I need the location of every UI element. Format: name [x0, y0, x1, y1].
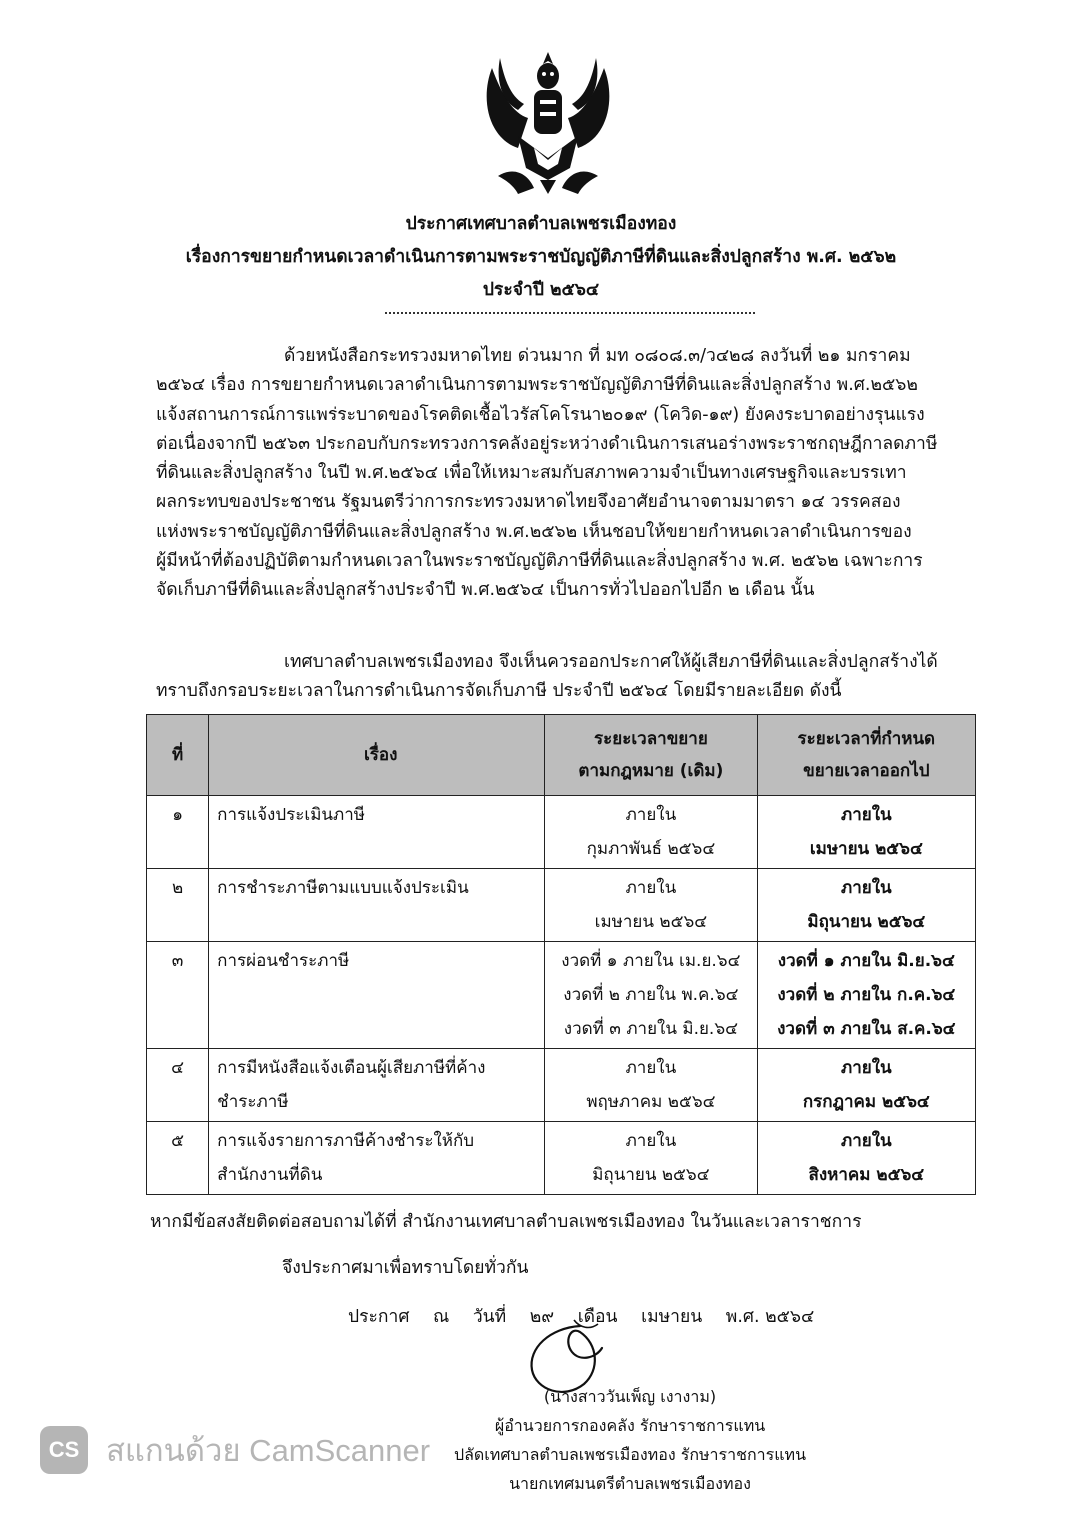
date-part: พ.ศ. ๒๕๖๔ [725, 1307, 815, 1327]
paragraph-line: ผู้มีหน้าที่ต้องปฏิบัติตามกำหนดเวลาในพระราชบัญญัติภาษีที่ดินและสิ่งปลูกสร้าง พ.ศ. ๒๕๖๒ เฉพาะการ [156, 551, 923, 572]
original-line: ภายใน [625, 1131, 677, 1151]
header-subject: เรื่อง [209, 715, 545, 796]
row-original [545, 869, 757, 942]
extended-line: ภายใน [840, 878, 892, 898]
paragraph-line: ที่ดินและสิ่งปลูกสร้าง ในปี พ.ศ.๒๕๖๔ เพื่อให้เหมาะสมกับสภาพความจำเป็นทางเศรษฐกิจและบรรเทา [156, 463, 907, 484]
extended-line: งวดที่ ๓ ภายใน ส.ค.๖๔ [777, 1019, 956, 1039]
subject-line: การผ่อนชำระภาษี [217, 951, 350, 971]
extended-line: กรกฎาคม ๒๕๖๔ [802, 1092, 930, 1112]
row-extended [757, 796, 975, 869]
subject-line: การมีหนังสือแจ้งเตือนผู้เสียภาษีที่ค้าง [217, 1058, 486, 1078]
paragraph-line: แห่งพระราชบัญญัติภาษีที่ดินและสิ่งปลูกสร้าง พ.ศ.๒๕๖๒ เห็นชอบให้ขยายกำหนดเวลาดำเนินการของ [156, 521, 912, 542]
subject-line: สำนักงานที่ดิน [217, 1165, 323, 1185]
paragraph-line: จัดเก็บภาษีที่ดินและสิ่งปลูกสร้างประจำปี พ.ศ.๒๕๖๔ เป็นการทั่วไปออกไปอีก ๒ เดือน นั้น [156, 580, 815, 601]
extended-line: สิงหาคม ๒๕๖๔ [808, 1165, 925, 1185]
original-line: เมษายน ๒๕๖๔ [594, 912, 708, 932]
row-extended [757, 1049, 975, 1122]
row-subject [209, 1122, 545, 1195]
paragraph-announcement [156, 648, 986, 707]
date-part: เดือน [577, 1307, 618, 1327]
row-number: ๕ [147, 1122, 209, 1195]
subject-line: การชำระภาษีตามแบบแจ้งประเมิน [217, 878, 469, 898]
table-row [147, 942, 976, 1049]
announcement-year: ประจำปี ๒๕๖๔ [482, 280, 600, 300]
date-part: ประกาศ [348, 1307, 410, 1327]
schedule-table [146, 714, 976, 1195]
announcement-title: ประกาศเทศบาลตำบลเพชรเมืองทอง [405, 214, 677, 234]
date-part: ณ [433, 1307, 450, 1327]
header-no: ที่ [147, 715, 209, 796]
extended-line: งวดที่ ๒ ภายใน ก.ค.๖๔ [777, 985, 956, 1005]
table-row [147, 1122, 976, 1195]
camscanner-logo-icon: CS [40, 1426, 88, 1474]
original-line: งวดที่ ๓ ภายใน มิ.ย.๖๔ [563, 1019, 738, 1039]
row-subject [209, 796, 545, 869]
paragraph-line: ๒๕๖๔ เรื่อง การขยายกำหนดเวลาดำเนินการตามพระราชบัญญัติภาษีที่ดินและสิ่งปลูกสร้าง พ.ศ.๒๕๖๒ [156, 375, 918, 396]
header-line: ตามกฎหมาย (เดิม) [578, 761, 724, 781]
header-line: ระยะเวลาที่กำหนด [797, 729, 936, 749]
header-line: ขยายเวลาออกไป [803, 761, 930, 781]
header-extended-period [757, 715, 975, 796]
original-line: กุมภาพันธ์ ๒๕๖๔ [586, 839, 716, 859]
signer-name: (นางสาววันเพ็ญ เงางาม) [543, 1387, 717, 1406]
original-line: ภายใน [625, 878, 677, 898]
original-line: พฤษภาคม ๒๕๖๔ [586, 1092, 716, 1112]
table-row [147, 869, 976, 942]
extended-line: ภายใน [840, 805, 892, 825]
row-subject [209, 942, 545, 1049]
date-part: วันที่ [472, 1307, 507, 1327]
subject-line: ชำระภาษี [217, 1092, 289, 1112]
paragraph-line: ต่อเนื่องจากปี ๒๕๖๓ ประกอบกับกระทรวงการคลังอยู่ระหว่างดำเนินการเสนอร่างพระราชกฤษฎีกาลดภาษี [156, 433, 938, 454]
subject-line: การแจ้งประเมินภาษี [217, 805, 366, 825]
date-part: ๒๙ [529, 1307, 555, 1327]
original-line: มิถุนายน ๒๕๖๔ [592, 1165, 710, 1185]
row-extended [757, 1122, 975, 1195]
signature-block [380, 1382, 880, 1498]
subject-line: การแจ้งรายการภาษีค้างชำระให้กับ [217, 1131, 475, 1151]
extended-line: เมษายน ๒๕๖๔ [809, 839, 923, 859]
header-line: ระยะเวลาขยาย [594, 729, 708, 749]
original-line: งวดที่ ๒ ภายใน พ.ค.๖๔ [563, 985, 739, 1005]
original-line: งวดที่ ๑ ภายใน เม.ย.๖๔ [561, 951, 741, 971]
announcement-heading [0, 208, 1082, 307]
row-subject [209, 1049, 545, 1122]
extended-line: ภายใน [840, 1058, 892, 1078]
row-original [545, 796, 757, 869]
row-original [545, 1049, 757, 1122]
row-original [545, 942, 757, 1049]
watermark-text: สแกนด้วย CamScanner [106, 1433, 431, 1468]
extended-line: งวดที่ ๑ ภายใน มิ.ย.๖๔ [777, 951, 955, 971]
row-number: ๑ [147, 796, 209, 869]
row-number: ๔ [147, 1049, 209, 1122]
paragraph-line: ทราบถึงกรอบระยะเวลาในการดำเนินการจัดเก็บภาษี ประจำปี ๒๕๖๔ โดยมีรายละเอียด ดังนี้ [156, 681, 842, 702]
contact-line: หากมีข้อสงสัยติดต่อสอบถามได้ที่ สำนักงานเทศบาลตำบลเพชรเมืองทอง ในวันและเวลาราชการ [150, 1212, 862, 1232]
paragraph-background [156, 342, 986, 606]
signer-position: นายกเทศมนตรีตำบลเพชรเมืองทอง [509, 1474, 751, 1493]
header-original-period [545, 715, 757, 796]
extended-line: มิถุนายน ๒๕๖๔ [807, 912, 926, 932]
garuda-emblem [478, 48, 618, 196]
signer-position: ผู้อำนวยการกองคลัง รักษาราชการแทน [494, 1416, 766, 1435]
row-original [545, 1122, 757, 1195]
paragraph-line: แจ้งสถานการณ์การแพร่ระบาดของโรคติดเชื้อไวรัสโคโรนา๒๐๑๙ (โควิด-๑๙) ยังคงระบาดอย่างรุนแรง [156, 404, 925, 425]
row-extended [757, 942, 975, 1049]
table-row [147, 1049, 976, 1122]
original-line: ภายใน [625, 805, 677, 825]
paragraph-line: ด้วยหนังสือกระทรวงมหาดไทย ด่วนมาก ที่ มท ๐๘๐๘.๓/ว๔๒๘ ลงวันที่ ๒๑ มกราคม [284, 346, 911, 366]
announce-line: จึงประกาศมาเพื่อทราบโดยทั่วกัน [282, 1258, 529, 1278]
date-part: เมษายน [641, 1307, 703, 1327]
paragraph-line: เทศบาลตำบลเพชรเมืองทอง จึงเห็นควรออกประกาศให้ผู้เสียภาษีที่ดินและสิ่งปลูกสร้างได้ [284, 652, 938, 672]
row-subject [209, 869, 545, 942]
table-row [147, 796, 976, 869]
table-header-row [147, 715, 976, 796]
camscanner-watermark [40, 1420, 430, 1480]
row-number: ๓ [147, 942, 209, 1049]
extended-line: ภายใน [840, 1131, 892, 1151]
row-number: ๒ [147, 869, 209, 942]
row-extended [757, 869, 975, 942]
dotted-separator [385, 312, 755, 314]
original-line: ภายใน [625, 1058, 677, 1078]
announcement-subject: เรื่องการขยายกำหนดเวลาดำเนินการตามพระราชบัญญัติภาษีที่ดินและสิ่งปลูกสร้าง พ.ศ. ๒๕๖๒ [185, 247, 897, 267]
paragraph-line: ผลกระทบของประชาชน รัฐมนตรีว่าการกระทรวงมหาดไทยจึงอาศัยอำนาจตามมาตรา ๑๔ วรรคสอง [156, 492, 901, 513]
signer-position: ปลัดเทศบาลตำบลเพชรเมืองทอง รักษาราชการแทน [453, 1445, 807, 1464]
